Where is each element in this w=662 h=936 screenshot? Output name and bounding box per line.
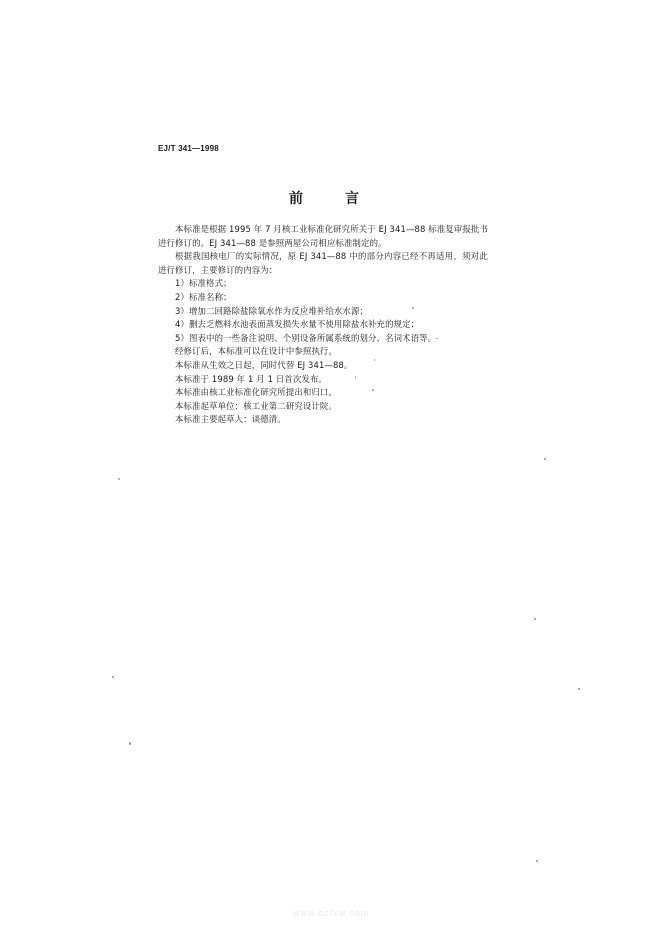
scan-speck bbox=[129, 742, 131, 745]
scan-speck bbox=[374, 359, 375, 361]
scan-speck bbox=[372, 389, 374, 391]
paragraph: 根据我国核电厂的实际情况，原 EJ 341—88 中的部分内容已经不再适用，须对此进行修订，主要修订的内容为： bbox=[158, 251, 488, 275]
list-item: 1）标准格式； bbox=[175, 278, 232, 289]
watermark-text: www.bzfxw.com bbox=[292, 908, 370, 918]
scan-speck bbox=[436, 338, 438, 339]
scan-speck bbox=[355, 376, 356, 378]
paragraph: 本标准主要起草人：谈德清。 bbox=[175, 414, 286, 425]
paragraph: 本标准于 1989 年 1 月 1 日首次发布。 bbox=[175, 373, 328, 384]
preface-body bbox=[158, 223, 488, 427]
paragraph: 本标准由核工业标准化研究所提出和归口。 bbox=[175, 387, 337, 398]
scan-speck bbox=[578, 688, 580, 690]
list-item: 3）增加二回路除盐除氧水作为反应堆补给水水源； bbox=[175, 305, 369, 316]
paragraph: 本标准从生效之日起，同时代替 EJ 341—88。 bbox=[175, 359, 353, 370]
paragraph: 本标准是根据 1995 年 7 月核工业标准化研究所关于 EJ 341—88 标准复审报批书进行修订的。EJ 341—88 是参照两屋公司相应标准制定的。 bbox=[158, 224, 488, 248]
scan-speck bbox=[412, 307, 414, 309]
paragraph: 本标准起草单位：核工业第二研究设计院。 bbox=[175, 400, 337, 411]
document-code: EJ/T 341—1998 bbox=[158, 144, 219, 153]
scan-speck bbox=[544, 458, 546, 460]
list-item: 5）图表中的一些备注说明、个别设备所属系统的划分、名词术语等。 bbox=[175, 332, 437, 343]
scan-speck bbox=[536, 860, 538, 862]
scan-speck bbox=[118, 478, 120, 480]
scan-speck bbox=[112, 676, 114, 678]
scan-speck bbox=[534, 618, 536, 620]
list-item: 2）标准名称； bbox=[175, 291, 232, 302]
paragraph: 经修订后，本标准可以在设计中参照执行。 bbox=[175, 346, 337, 357]
page-title: 前 言 bbox=[289, 191, 373, 207]
list-item: 4）删去乏燃料水池表面蒸发损失水量不使用除盐水补充的规定； bbox=[175, 319, 420, 330]
